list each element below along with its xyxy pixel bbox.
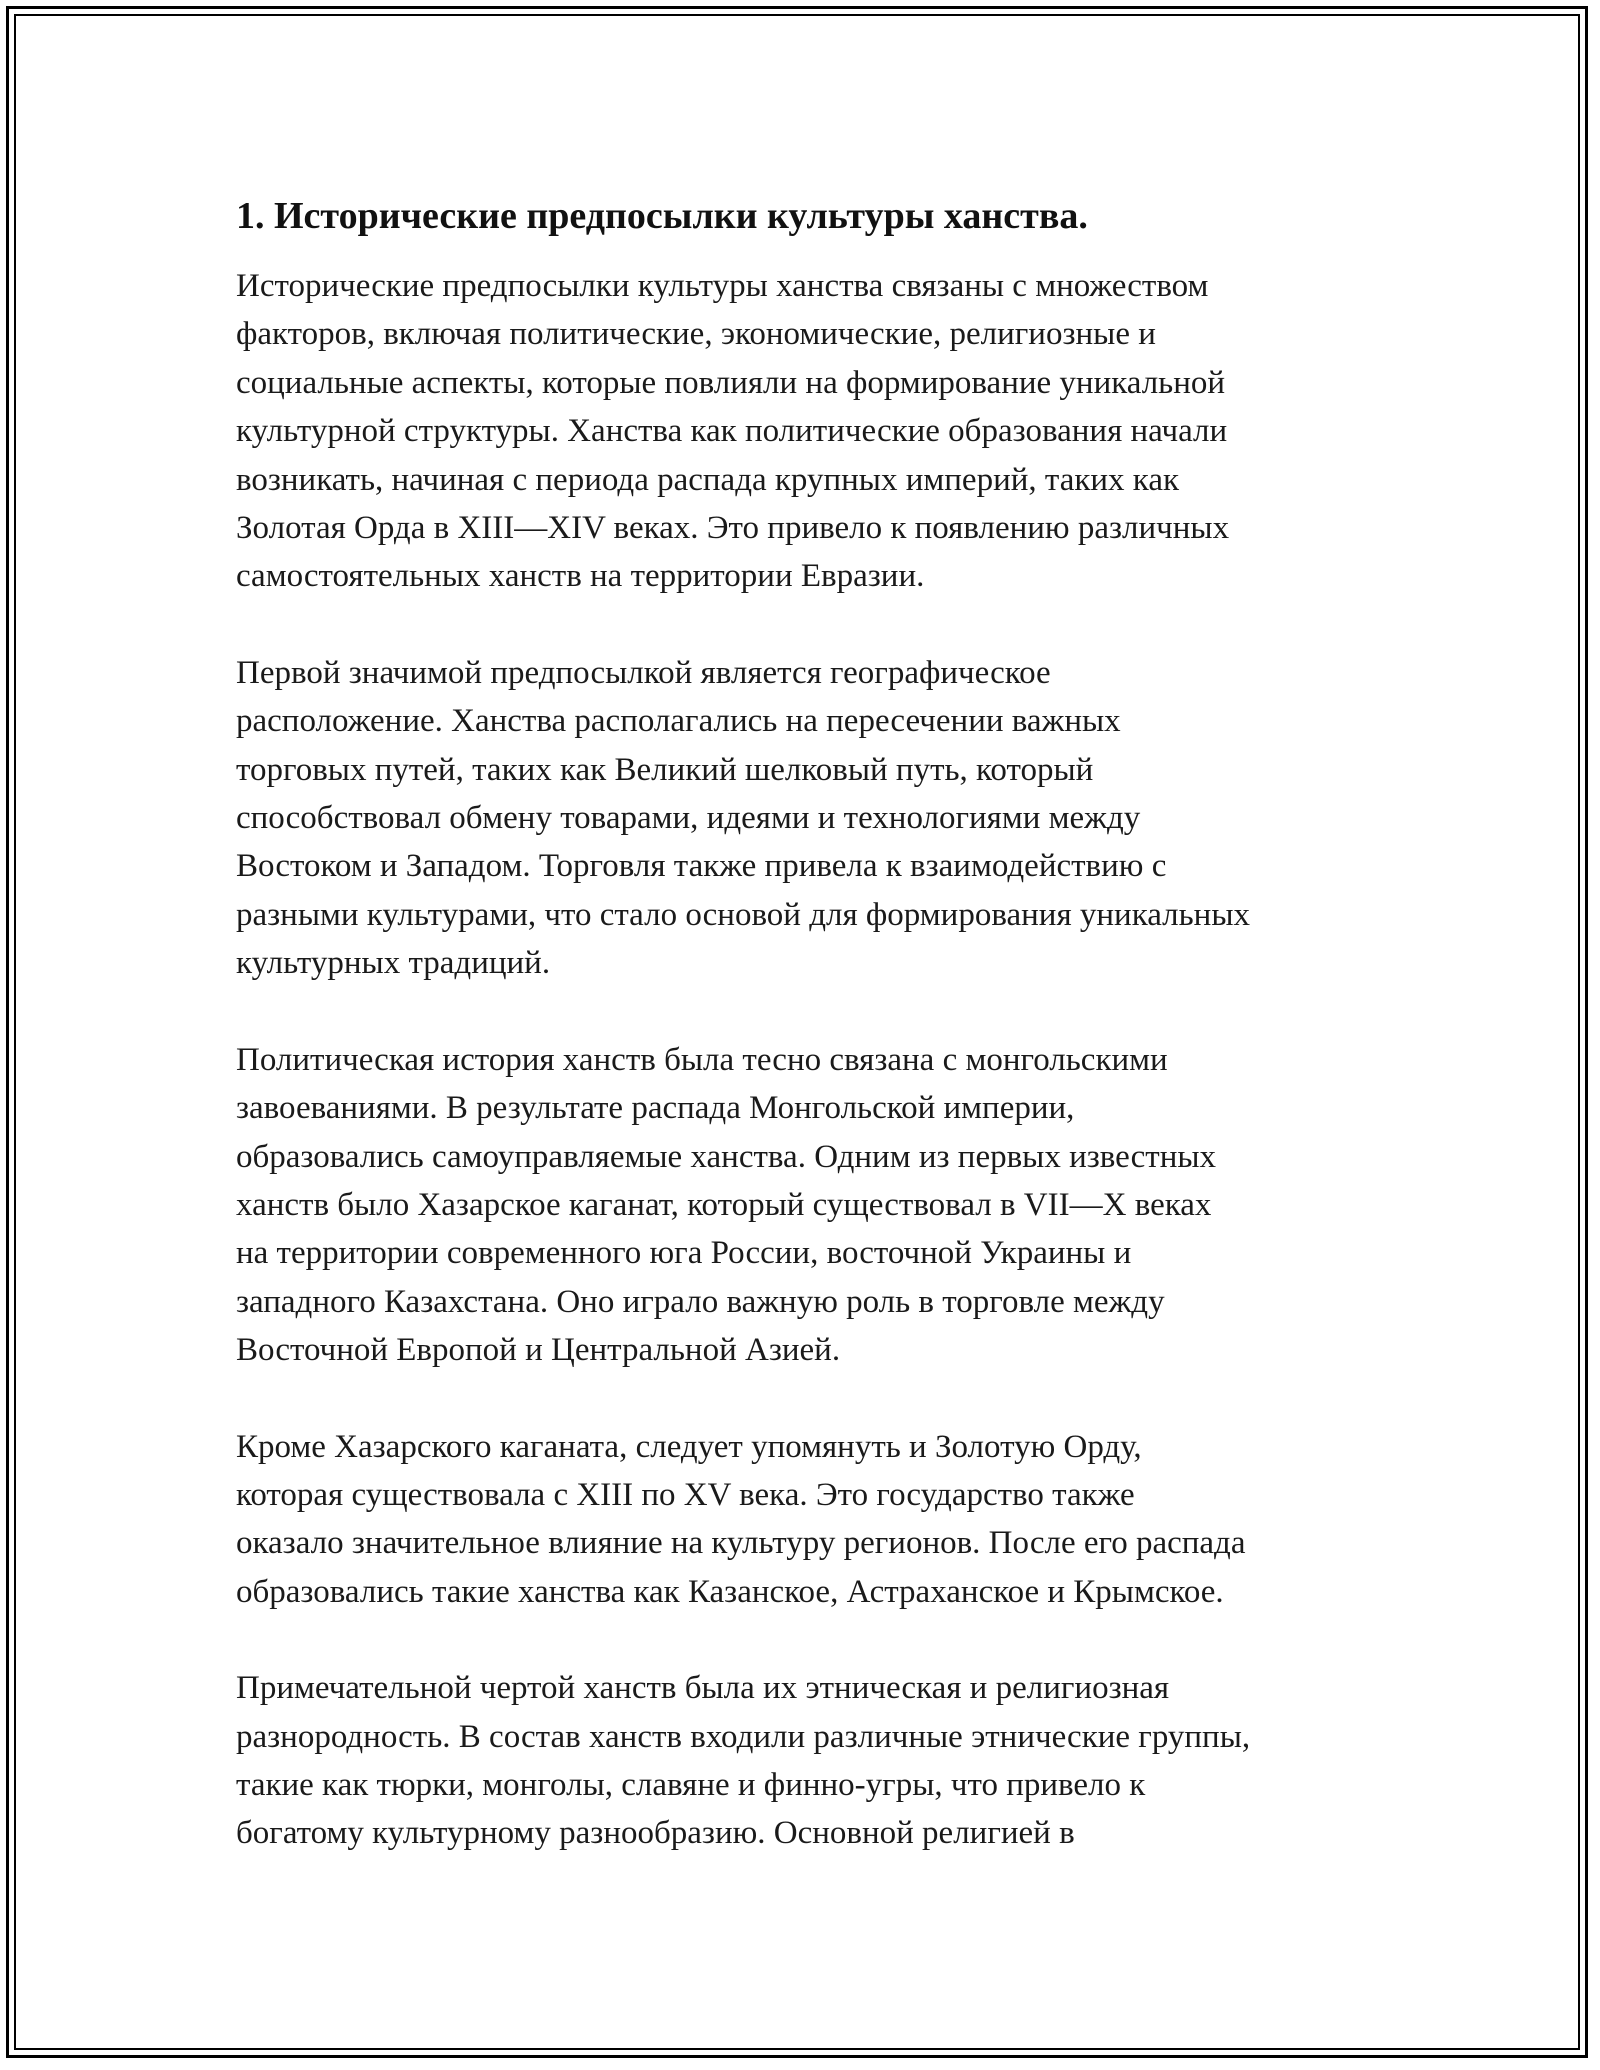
paragraph-line: торговых путей, таких как Великий шелковый путь, который [236,751,1094,788]
paragraph-line: богатому культурному разнообразию. Основной религией в [236,1815,1075,1852]
paragraph-line: Политическая история ханств была тесно связана с монгольскими [236,1041,1168,1078]
paragraph-line: способствовал обмену товарами, идеями и технологиями между [236,800,1141,837]
paragraph-line: ханств было Хазарское каганат, который существовал в VII—X веках [236,1186,1212,1223]
paragraph-line: Золотая Орда в XIII—XIV веках. Это привело к появлению различных [236,510,1230,547]
paragraph-line: разнородность. В состав ханств входили различные этнические группы, [236,1718,1251,1755]
paragraph-5 [236,1664,1376,1858]
paragraph-line: западного Казахстана. Оно играло важную роль в торговле между [236,1283,1165,1320]
paragraph-3 [236,1036,1376,1375]
paragraph-4 [236,1423,1376,1617]
paragraph-line: социальные аспекты, которые повлияли на формирование уникальной [236,364,1226,401]
paragraph-line: оказало значительное влияние на культуру регионов. После его распада [236,1525,1246,1562]
paragraph-line: такие как тюрки, монголы, славяне и финно-угры, что привело к [236,1766,1146,1803]
paragraph-line: Исторические предпосылки культуры ханства связаны с множеством [236,268,1209,304]
paragraph-line: разными культурами, что стало основой для формирования уникальных [236,896,1251,933]
paragraph-line: Восточной Европой и Центральной Азией. [236,1332,841,1369]
section-heading: 1. Исторические предпосылки культуры ханства. [236,195,1088,237]
paragraph-line: завоеваниями. В результате распада Монгольской империи, [236,1090,1075,1127]
paragraph-line: образовались самоуправляемые ханства. Одним из первых известных [236,1138,1217,1175]
document-body [236,190,1376,1906]
paragraph-line: расположение. Ханства располагались на пересечении важных [236,703,1121,740]
paragraph-2 [236,649,1376,988]
paragraph-line: которая существовала с XIII по XV века. Это государство также [236,1476,1135,1513]
paragraph-line: культурной структуры. Ханства как политические образования начали [236,413,1228,450]
paragraph-line: Кроме Хазарского каганата, следует упомянуть и Золотую Орду, [236,1428,1142,1465]
paragraph-line: Востоком и Западом. Торговля также привела к взаимодействию с [236,848,1167,885]
paragraph-line: на территории современного юга России, восточной Украины и [236,1235,1132,1272]
paragraph-line: самостоятельных ханств на территории Евразии. [236,558,925,595]
paragraph-line: культурных традиций. [236,945,551,982]
paragraph-line: факторов, включая политические, экономические, религиозные и [236,316,1156,353]
paragraph-line: Примечательной чертой ханств была их этническая и религиозная [236,1670,1170,1707]
paragraph-line: Первой значимой предпосылкой является географическое [236,654,1051,691]
paragraph-1 [236,262,1376,601]
paragraph-line: образовались такие ханства как Казанское, Астраханское и Крымское. [236,1573,1224,1610]
paragraph-line: возникать, начиная с периода распада крупных империй, таких как [236,461,1180,498]
